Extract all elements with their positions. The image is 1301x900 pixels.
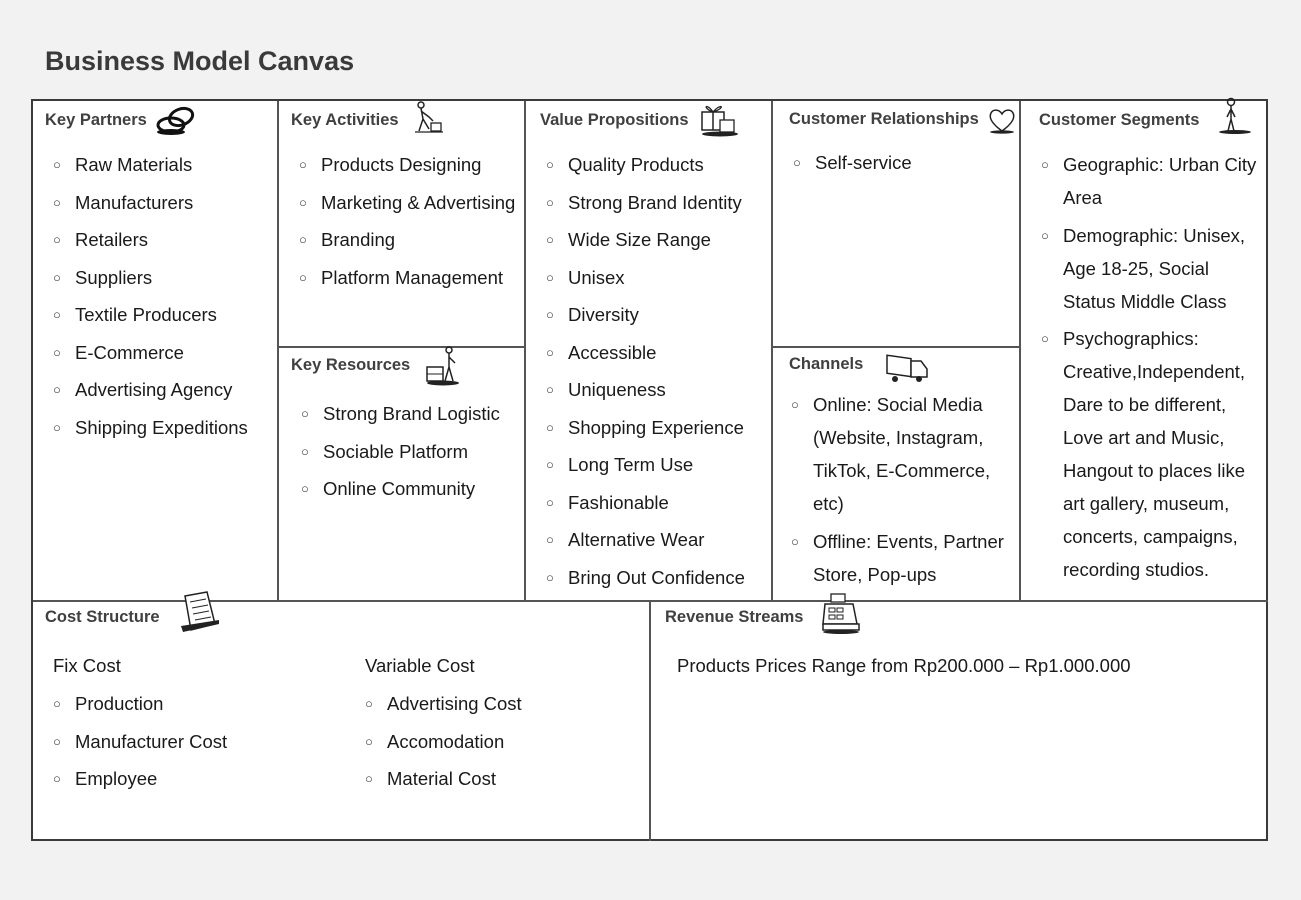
key-resources-list: [301, 397, 523, 510]
cost-structure-box: [33, 600, 651, 841]
list-item: ○ Online Community: [301, 472, 523, 505]
factory-worker-icon: [423, 345, 463, 387]
key-resources-title: Key Resources: [291, 356, 411, 374]
list-item: ○ Accessible: [546, 336, 768, 369]
value-propositions-list: [546, 148, 768, 598]
customer-segments-box: [1021, 101, 1268, 600]
list-item: ○ Sociable Platform: [301, 435, 523, 468]
list-item: ○ Advertising Cost: [365, 687, 645, 720]
key-activities-box: [279, 101, 526, 348]
list-item: ○ Fashionable: [546, 486, 768, 519]
cash-register-icon: [819, 590, 863, 636]
receipt-icon: [175, 590, 223, 636]
value-propositions-box: [526, 101, 773, 600]
list-item: ○ Geographic: Urban City Area: [1041, 148, 1263, 214]
list-item: ○ Platform Management: [299, 261, 521, 294]
list-item: ○ Marketing & Advertising: [299, 186, 521, 219]
business-model-canvas: [31, 99, 1268, 841]
list-item: ○ Demographic: Unisex, Age 18-25, Social Status Middle Class: [1041, 219, 1263, 318]
page-title: Business Model Canvas: [45, 46, 355, 76]
list-item: ○ Manufacturer Cost: [53, 725, 333, 758]
list-item: ○ Bring Out Confidence: [546, 561, 768, 594]
truck-icon: [885, 351, 931, 383]
person-icon: [1217, 97, 1253, 135]
channels-box: [773, 348, 1021, 600]
list-item: ○ Branding: [299, 223, 521, 256]
worker-icon: [409, 101, 445, 135]
list-item: ○ Offline: Events, Partner Store, Pop-ups: [791, 525, 1011, 591]
list-item: ○ Online: Social Media (Website, Instagram, TikTok, E-Commerce, etc): [791, 388, 1011, 520]
customer-relationships-list: [793, 146, 1015, 184]
variable-cost-list: [365, 687, 645, 800]
fix-cost-label: Fix Cost: [53, 655, 121, 676]
channels-title: Channels: [789, 355, 864, 373]
key-resources-box: [279, 348, 526, 600]
fix-cost-list: [53, 687, 333, 800]
revenue-streams-text: Products Prices Range from Rp200.000 – Rp1.000.000: [677, 655, 1131, 676]
list-item: ○ Accomodation: [365, 725, 645, 758]
list-item: ○ Psychographics: Creative,Independent, Dare to be different, Love art and Music, Hangout to places like art gallery, museum, concerts, campaigns, recording studios.: [1041, 322, 1263, 586]
key-activities-list: [299, 148, 521, 298]
list-item: ○ Manufacturers: [53, 186, 273, 219]
list-item: ○ Shopping Experience: [546, 411, 768, 444]
key-activities-title: Key Activities: [291, 111, 399, 129]
gift-icon: [696, 100, 740, 138]
revenue-streams-box: [651, 600, 1268, 841]
key-partners-list: [53, 148, 273, 448]
list-item: ○ Production: [53, 687, 333, 720]
customer-segments-title: Customer Segments: [1039, 111, 1200, 129]
list-item: ○ Employee: [53, 762, 333, 795]
list-item: ○ Wide Size Range: [546, 223, 768, 256]
key-partners-box: [33, 101, 279, 600]
variable-cost-label: Variable Cost: [365, 655, 475, 676]
list-item: ○ Long Term Use: [546, 448, 768, 481]
customer-relationships-title: Customer Relationships: [789, 110, 979, 128]
list-item: ○ Diversity: [546, 298, 768, 331]
list-item: ○ Alternative Wear: [546, 523, 768, 556]
chain-link-icon: [155, 104, 197, 136]
customer-segments-list: [1041, 148, 1263, 591]
channels-list: [791, 388, 1011, 595]
list-item: ○ Strong Brand Identity: [546, 186, 768, 219]
list-item: ○ Retailers: [53, 223, 273, 256]
list-item: ○ Unisex: [546, 261, 768, 294]
heart-icon: [987, 106, 1017, 134]
list-item: ○ Raw Materials: [53, 148, 273, 181]
value-propositions-title: Value Propositions: [540, 111, 689, 129]
list-item: ○ Material Cost: [365, 762, 645, 795]
revenue-streams-title: Revenue Streams: [665, 608, 804, 626]
list-item: ○ Advertising Agency: [53, 373, 273, 406]
list-item: ○ Strong Brand Logistic: [301, 397, 523, 430]
list-item: ○ Quality Products: [546, 148, 768, 181]
cost-structure-title: Cost Structure: [45, 608, 160, 626]
list-item: ○ Shipping Expeditions: [53, 411, 273, 444]
customer-relationships-box: [773, 101, 1021, 348]
list-item: ○ Textile Producers: [53, 298, 273, 331]
list-item: ○ E-Commerce: [53, 336, 273, 369]
list-item: ○ Uniqueness: [546, 373, 768, 406]
list-item: ○ Products Designing: [299, 148, 521, 181]
key-partners-title: Key Partners: [45, 111, 147, 129]
list-item: ○ Self-service: [793, 146, 1015, 179]
list-item: ○ Suppliers: [53, 261, 273, 294]
